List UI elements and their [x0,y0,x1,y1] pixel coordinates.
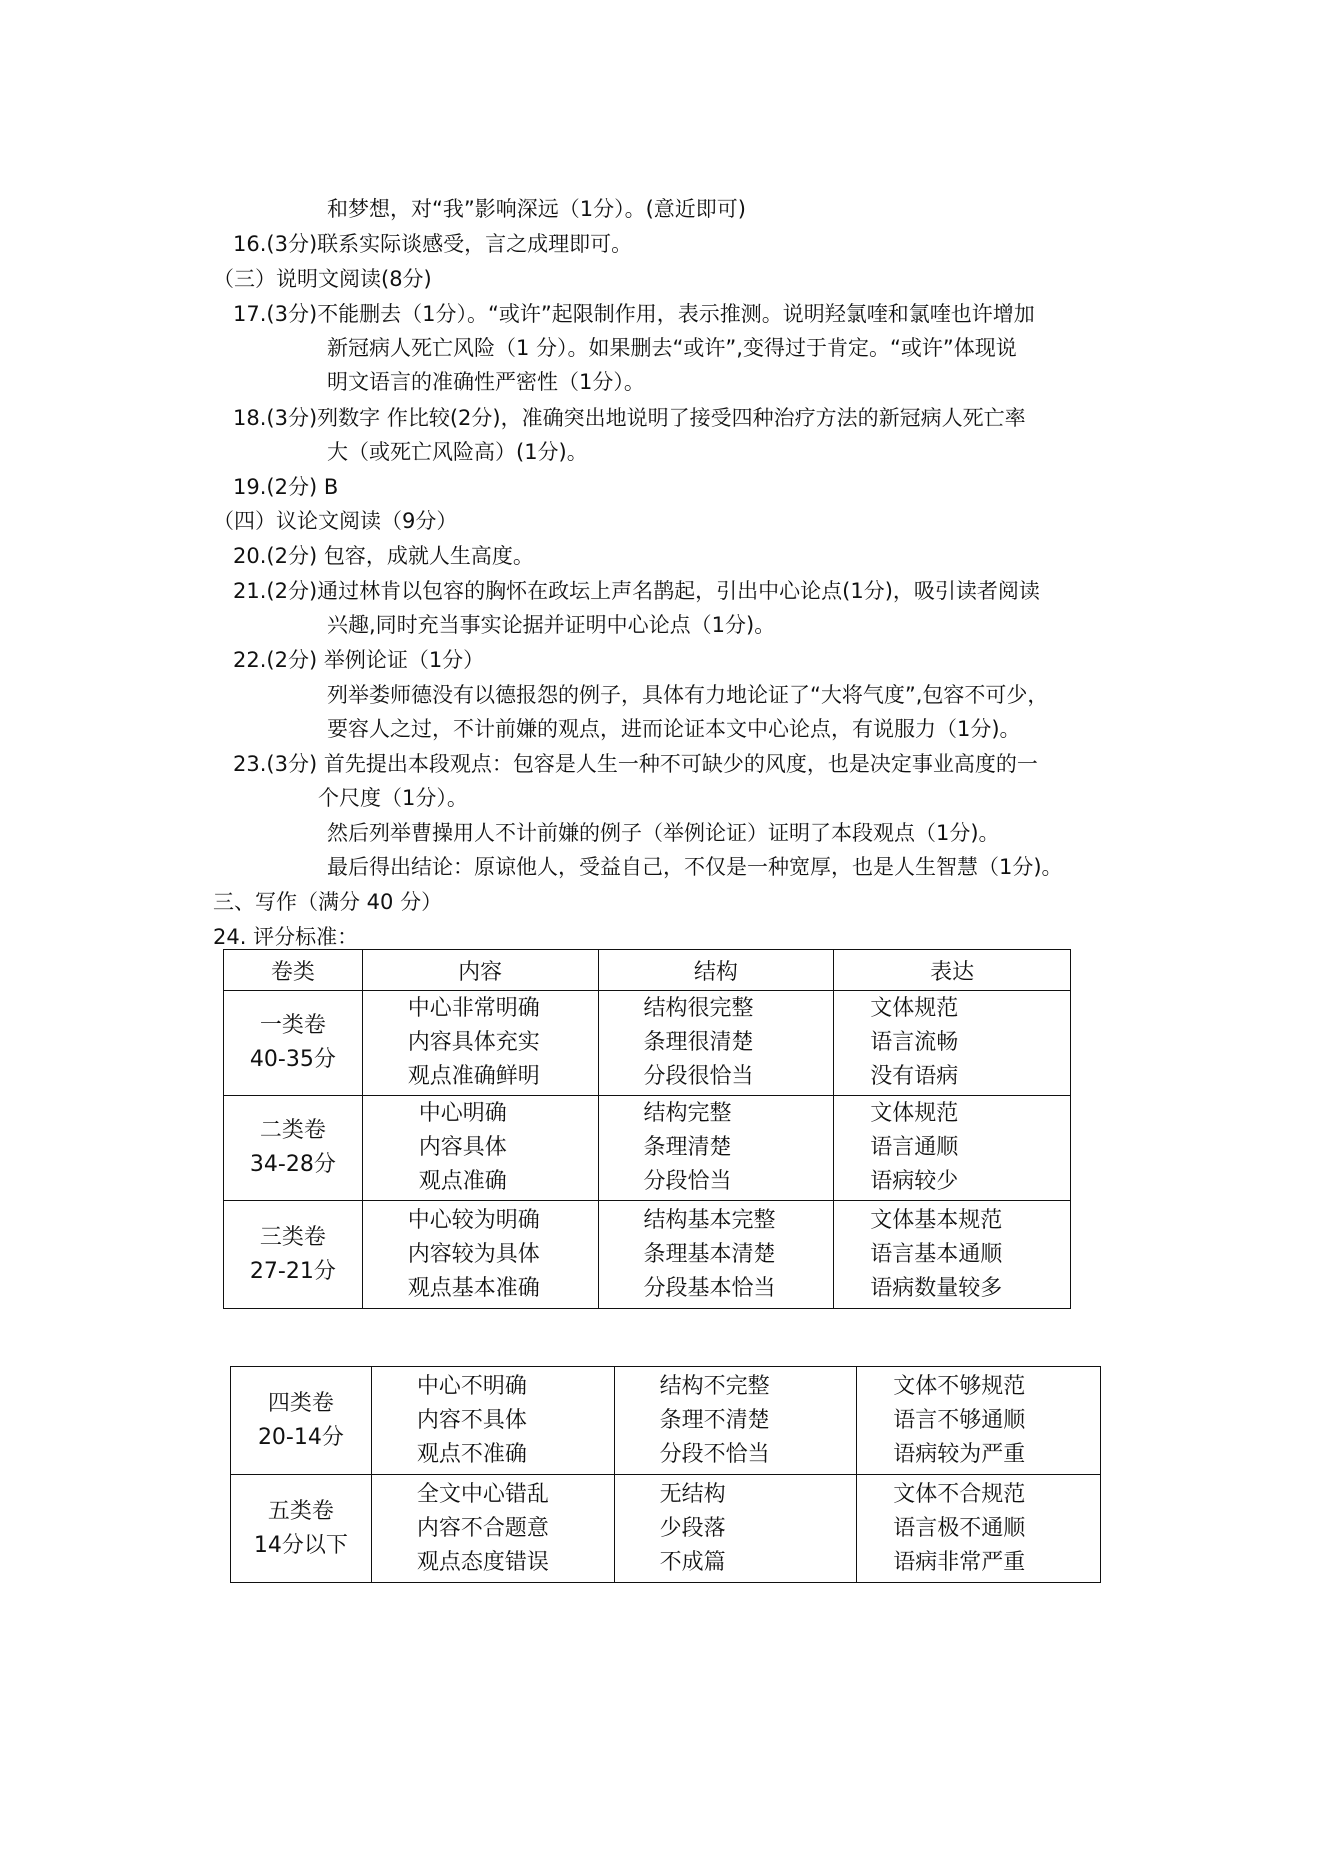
criterion: 内容不合题意 [416,1515,549,1541]
criterion: 语病较为严重 [893,1441,1026,1467]
criterion: 中心明确 [418,1101,507,1126]
criterion: 观点准确鲜明 [407,1064,540,1089]
rubric-header-row [224,950,1071,991]
content-cell [362,1096,598,1201]
criterion: 观点不准确 [416,1441,527,1467]
header-grade: 卷类 [224,950,363,991]
criterion: 少段落 [659,1515,726,1541]
criterion: 文体不合规范 [893,1481,1026,1507]
criterion: 观点准确 [418,1169,507,1194]
criterion: 分段恰当 [643,1169,732,1194]
answer-line: 16.(3分)联系实际谈感受，言之成理即可。 [233,232,633,256]
rubric-row [231,1367,1101,1475]
section-heading: 24. 评分标准： [213,925,359,949]
header-content: 内容 [362,950,598,991]
criterion: 语病较少 [870,1169,959,1194]
answer-line: 20.(2分) 包容，成就人生高度。 [233,544,534,568]
criterion: 中心非常明确 [407,996,540,1021]
structure-cell [598,1096,834,1201]
criterion: 语言基本通顺 [870,1241,1003,1267]
expression-cell [857,1367,1101,1475]
answer-line: 列举娄师德没有以德报怨的例子，具体有力地论证了“大将气度”,包容不可少， [327,683,1049,707]
answer-line: 23.(3分) 首先提出本段观点：包容是人生一种不可缺少的风度，也是决定事业高度的一 [233,752,1038,776]
criterion: 内容具体 [418,1135,507,1160]
answer-line: 个尺度（1分）。 [318,786,468,810]
answer-line: 大（或死亡风险高）(1分)。 [327,440,588,464]
answer-line: 然后列举曹操用人不计前嫌的例子（举例论证）证明了本段观点（1分)。 [327,821,1000,845]
rubric-row [224,1201,1071,1309]
content-cell [362,1201,598,1309]
expression-cell [834,991,1071,1096]
criterion: 内容具体充实 [407,1030,540,1055]
expression-cell [834,1201,1071,1309]
criterion: 中心较为明确 [407,1207,540,1233]
structure-cell [598,991,834,1096]
answer-line: 18.(3分)列数字 作比较(2分)，准确突出地说明了接受四种治疗方法的新冠病人死亡率 [233,406,1026,430]
criterion: 文体规范 [870,1101,959,1126]
criterion: 没有语病 [870,1064,959,1089]
section-heading: （四）议论文阅读（9分） [213,509,458,533]
criterion: 文体不够规范 [893,1373,1026,1399]
grade-name: 二类卷 [259,1118,326,1143]
criterion: 语言不够通顺 [893,1407,1026,1433]
structure-cell [614,1367,857,1475]
grade-name: 一类卷 [259,1013,326,1038]
grade-score: 34-28分 [249,1152,336,1177]
criterion: 观点态度错误 [416,1549,549,1575]
criterion: 分段很恰当 [643,1064,754,1089]
criterion: 语言流畅 [870,1030,959,1055]
answer-line: 最后得出结论：原谅他人，受益自己，不仅是一种宽厚，也是人生智慧（1分)。 [327,855,1063,879]
grade-cell [231,1367,372,1475]
content-cell [371,1475,614,1583]
grade-score: 40-35分 [249,1047,336,1072]
criterion: 内容较为具体 [407,1241,540,1267]
header-structure: 结构 [598,950,834,991]
criterion: 分段不恰当 [659,1441,770,1467]
answer-line: 新冠病人死亡风险（1 分）。如果删去“或许”,变得过于肯定。“或许”体现说 [327,336,1017,360]
grade-score: 20-14分 [257,1424,344,1450]
header-expression: 表达 [834,950,1071,991]
answer-line: 兴趣,同时充当事实论据并证明中心论点（1分)。 [327,613,776,637]
criterion: 条理很清楚 [643,1030,754,1055]
answer-line: 和梦想，对“我”影响深远（1分）。(意近即可) [327,197,747,221]
answer-line: 17.(3分)不能删去（1分）。“或许”起限制作用，表示推测。说明羟氯喹和氯喹也许增加 [233,302,1035,326]
rubric-row [224,991,1071,1096]
answer-line: 22.(2分) 举例论证（1分） [233,648,485,672]
rubric-table-1 [223,949,1071,1309]
grade-name: 四类卷 [267,1390,334,1416]
criterion: 文体规范 [870,996,959,1021]
criterion: 语言通顺 [870,1135,959,1160]
content-cell [371,1367,614,1475]
criterion: 观点基本准确 [407,1275,540,1301]
structure-cell [614,1475,857,1583]
grade-name: 三类卷 [259,1224,326,1250]
criterion: 结构很完整 [643,996,754,1021]
criterion: 结构基本完整 [643,1207,776,1233]
criterion: 语病非常严重 [893,1549,1026,1575]
criterion: 条理不清楚 [659,1407,770,1433]
criterion: 结构完整 [643,1101,732,1126]
grade-cell [224,1096,363,1201]
section-heading: 三、写作（满分 40 分） [213,890,443,914]
section-heading: （三）说明文阅读(8分) [213,267,432,291]
criterion: 分段基本恰当 [643,1275,776,1301]
grade-cell [224,1201,363,1309]
criterion: 语言极不通顺 [893,1515,1026,1541]
criterion: 全文中心错乱 [416,1481,549,1507]
expression-cell [857,1475,1101,1583]
criterion: 不成篇 [659,1549,726,1575]
criterion: 中心不明确 [416,1373,527,1399]
criterion: 无结构 [659,1481,726,1507]
grade-cell [224,991,363,1096]
answer-line: 19.(2分) B [233,475,339,499]
criterion: 文体基本规范 [870,1207,1003,1233]
grade-score: 27-21分 [249,1258,336,1284]
criterion: 条理清楚 [643,1135,732,1160]
rubric-row [224,1096,1071,1201]
answer-line: 明文语言的准确性严密性（1分）。 [327,370,645,394]
expression-cell [834,1096,1071,1201]
answer-line: 要容人之过，不计前嫌的观点，进而论证本文中心论点，有说服力（1分)。 [327,717,1021,741]
grade-score: 14分以下 [253,1532,348,1558]
rubric-table-2 [230,1366,1101,1583]
criterion: 条理基本清楚 [643,1241,776,1267]
rubric-row [231,1475,1101,1583]
criterion: 内容不具体 [416,1407,527,1433]
content-cell [362,991,598,1096]
grade-cell [231,1475,372,1583]
criterion: 语病数量较多 [870,1275,1003,1301]
grade-name: 五类卷 [267,1498,334,1524]
answer-line: 21.(2分)通过林肯以包容的胸怀在政坛上声名鹊起，引出中心论点(1分)，吸引读者阅读 [233,579,1040,603]
criterion: 结构不完整 [659,1373,770,1399]
structure-cell [598,1201,834,1309]
